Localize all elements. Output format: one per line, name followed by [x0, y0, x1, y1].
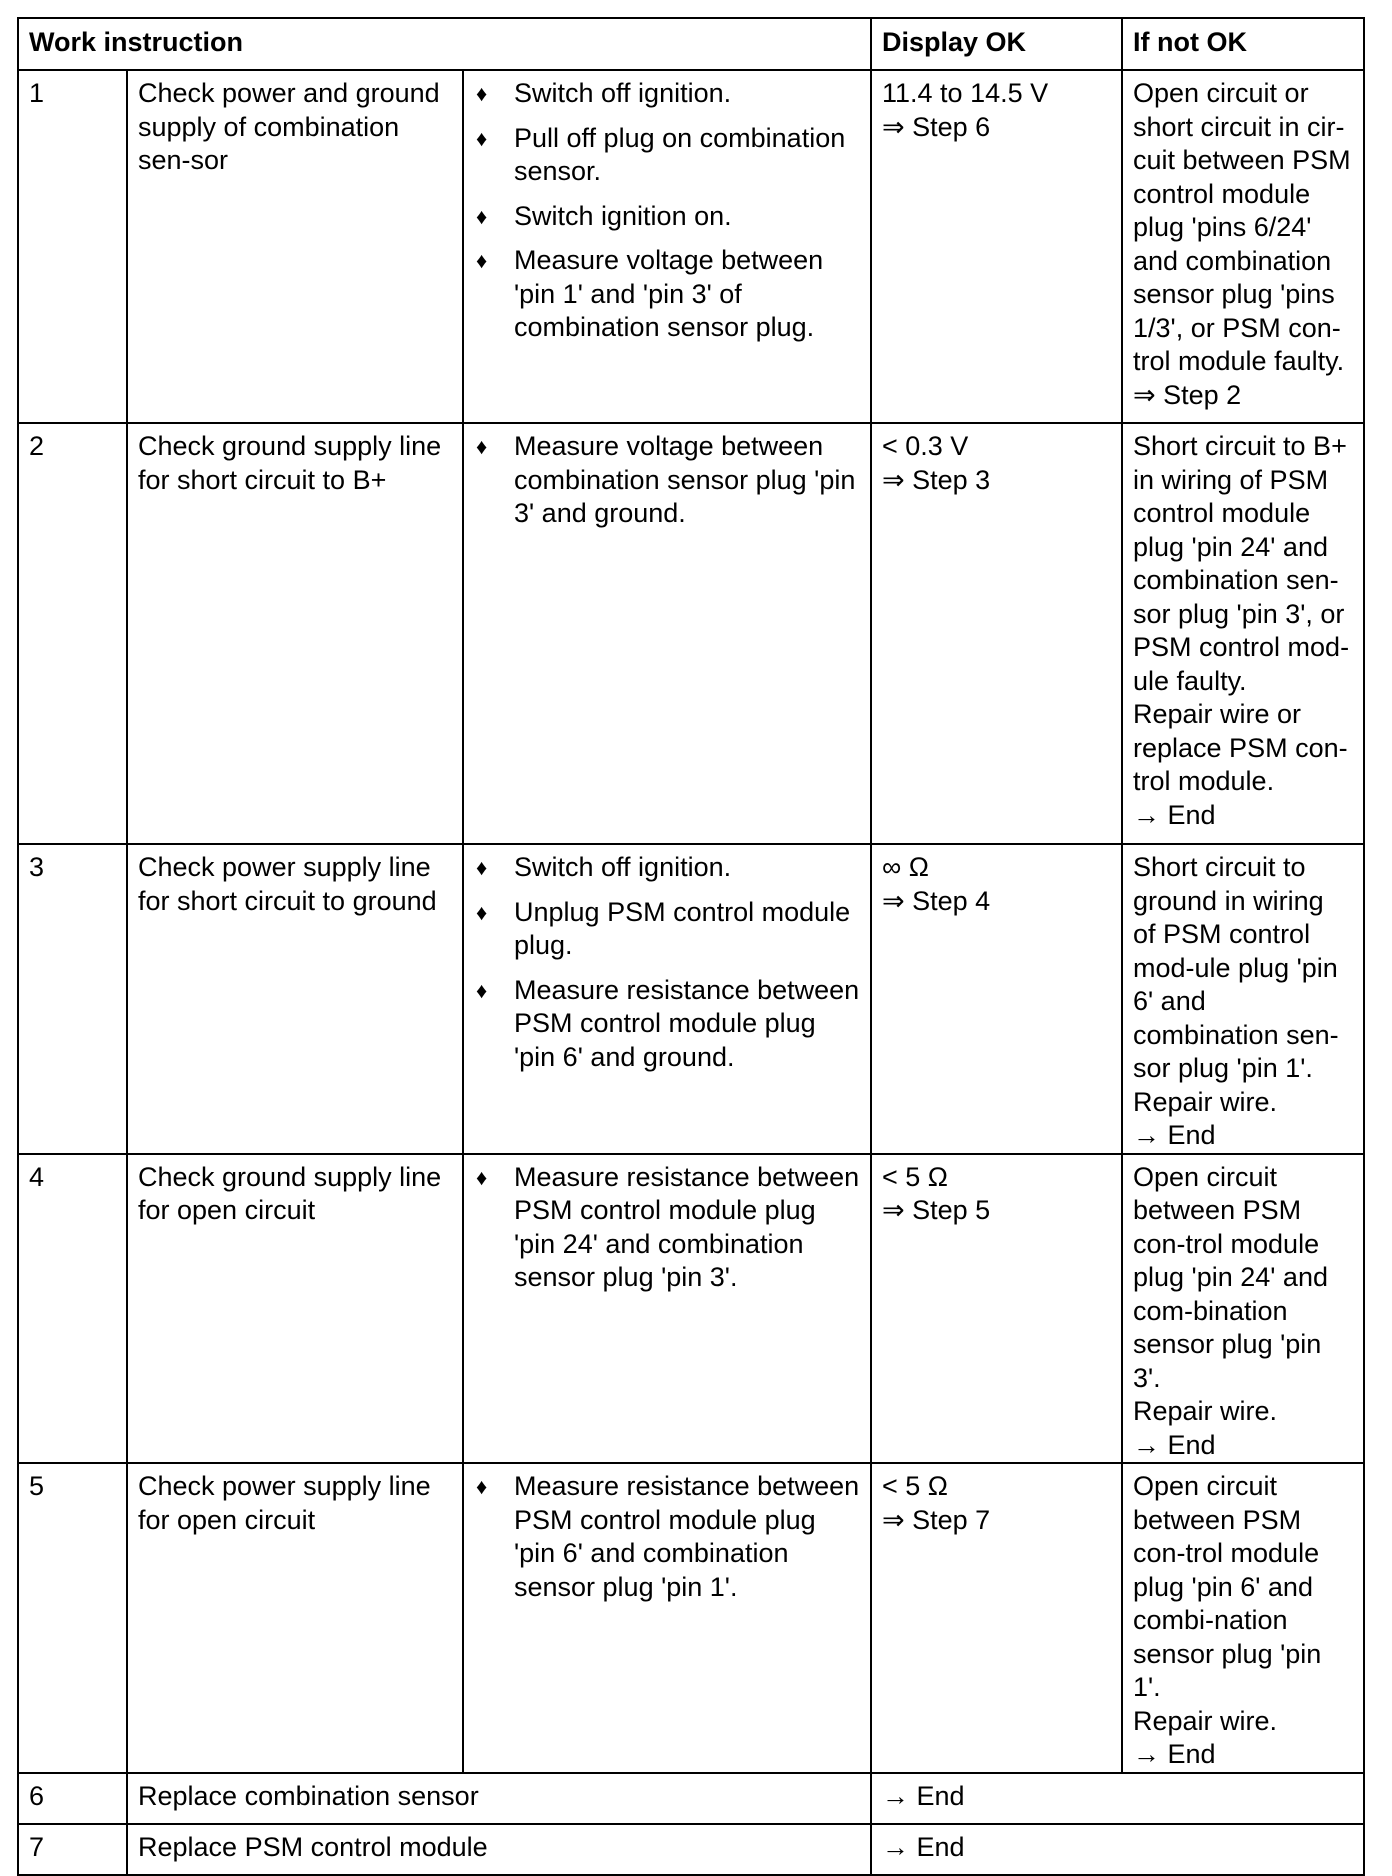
diamond-bullet-icon: ♦ — [476, 899, 488, 925]
table-row-step-2 — [18, 423, 1364, 844]
step-number: 7 — [18, 1824, 127, 1875]
fail-description: Open circuit between PSM con-trol module plug 'pin 6' and combi-nation sensor plug 'pin 1'. — [1133, 1471, 1322, 1702]
action-item — [474, 1161, 860, 1295]
step-actions — [463, 1463, 871, 1773]
fail-repair-instruction: Repair wire. — [1133, 1396, 1278, 1426]
table-row-step-3 — [18, 844, 1364, 1154]
display-ok-cell — [871, 423, 1122, 844]
fail-description: Short circuit to ground in wiring of PSM control mod-ule plug 'pin 6' and combination sen-sor plug 'pin 1'. — [1133, 852, 1339, 1083]
fail-description: Open circuit or short circuit in cir-cuit between PSM control module plug 'pins 6/24' and combination sensor plug 'pins 1/3', or PSM con-trol module faulty. — [1133, 78, 1351, 376]
ok-value: < 5 Ω — [882, 1161, 948, 1192]
ok-next-step: ⇒ Step 5 — [882, 1195, 991, 1225]
fail-next-step: ⇒ Step 2 — [1133, 379, 1242, 410]
step-result: → End — [871, 1773, 1364, 1824]
action-text: Unplug PSM control module plug. — [514, 896, 851, 960]
header-display-ok: Display OK — [871, 18, 1122, 70]
step-check: Check ground supply line for short circuit to B+ — [127, 423, 463, 844]
action-item — [474, 122, 860, 189]
display-ok-cell — [871, 70, 1122, 423]
fail-repair-instruction: Repair wire. — [1133, 1705, 1278, 1736]
action-text: Measure voltage between 'pin 1' and 'pin 3' of combination sensor plug. — [514, 245, 824, 342]
display-ok-cell — [871, 1463, 1122, 1773]
diamond-bullet-icon: ♦ — [476, 248, 488, 273]
step-instruction: Replace PSM control module — [127, 1824, 871, 1875]
table-row-step-7 — [18, 1824, 1364, 1875]
step-check: Check ground supply line for open circuit — [127, 1154, 463, 1464]
ok-next-step: ⇒ Step 6 — [882, 111, 991, 142]
ok-next-step: ⇒ Step 7 — [882, 1504, 991, 1535]
ok-value: 11.4 to 14.5 V — [882, 78, 1049, 108]
action-item — [474, 200, 860, 234]
step-number: 1 — [18, 70, 127, 423]
action-text: Pull off plug on combination sensor. — [514, 122, 846, 186]
step-actions — [463, 1154, 871, 1464]
action-text: Switch ignition on. — [514, 200, 732, 231]
step-result: → End — [871, 1824, 1364, 1875]
table-row-step-4 — [18, 1154, 1364, 1464]
if-not-ok-cell — [1122, 70, 1364, 423]
fail-repair-instruction: Repair wire. — [1133, 1086, 1278, 1117]
action-text: Switch off ignition. — [514, 78, 732, 108]
action-item — [474, 974, 860, 1075]
step-actions — [463, 70, 871, 423]
ok-value: < 0.3 V — [882, 431, 969, 461]
fail-next-step: → End — [1133, 1739, 1216, 1769]
action-item — [474, 77, 860, 111]
step-check: Check power supply line for short circuit to ground — [127, 844, 463, 1154]
table-row-step-5 — [18, 1463, 1364, 1773]
action-text: Measure voltage between combination sensor plug 'pin 3' and ground. — [514, 431, 856, 528]
if-not-ok-cell — [1122, 423, 1364, 844]
fail-description: Open circuit between PSM con-trol module plug 'pin 24' and com-bination sensor plug 'pin 3'. — [1133, 1161, 1328, 1393]
action-text: Measure resistance between PSM control module plug 'pin 6' and combination sensor plug 'pin 1'. — [514, 1471, 860, 1602]
display-ok-cell — [871, 844, 1122, 1154]
diamond-bullet-icon: ♦ — [476, 434, 488, 459]
display-ok-cell — [871, 1154, 1122, 1464]
table-row-step-1 — [18, 70, 1364, 423]
header-if-not-ok: If not OK — [1122, 18, 1364, 70]
ok-value: ∞ Ω — [882, 852, 929, 882]
step-number: 5 — [18, 1463, 127, 1773]
action-item — [474, 851, 860, 885]
step-actions — [463, 423, 871, 844]
diamond-bullet-icon: ♦ — [476, 1164, 488, 1190]
diamond-bullet-icon: ♦ — [476, 977, 488, 1003]
action-item — [474, 1470, 860, 1604]
step-number: 6 — [18, 1773, 127, 1824]
step-number: 2 — [18, 423, 127, 844]
table-header-row — [18, 18, 1364, 70]
step-number: 4 — [18, 1154, 127, 1464]
step-instruction: Replace combination sensor — [127, 1773, 871, 1824]
fail-next-step: → End — [1133, 799, 1216, 830]
ok-value: < 5 Ω — [882, 1471, 948, 1501]
fail-description: Short circuit to B+ in wiring of PSM control module plug 'pin 24' and combination sen-sor plug 'pin 3', or PSM control mod-ule faulty. — [1133, 431, 1350, 696]
step-number: 3 — [18, 844, 127, 1154]
diamond-bullet-icon: ♦ — [476, 1474, 488, 1499]
table-row-step-6 — [18, 1773, 1364, 1824]
fail-repair-instruction: Repair wire or replace PSM con-trol module. — [1133, 699, 1348, 796]
diamond-bullet-icon: ♦ — [476, 203, 488, 229]
diamond-bullet-icon: ♦ — [476, 81, 488, 106]
step-check: Check power and ground supply of combination sen-sor — [127, 70, 463, 423]
work-instruction-table — [17, 17, 1365, 1876]
action-text: Measure resistance between PSM control module plug 'pin 6' and ground. — [514, 974, 860, 1072]
if-not-ok-cell — [1122, 1463, 1364, 1773]
action-item — [474, 244, 860, 345]
diamond-bullet-icon: ♦ — [476, 125, 488, 151]
action-text: Measure resistance between PSM control module plug 'pin 24' and combination sensor plug 'pin 3'. — [514, 1161, 860, 1292]
ok-next-step: ⇒ Step 4 — [882, 885, 991, 916]
fail-next-step: → End — [1133, 1120, 1216, 1150]
diamond-bullet-icon: ♦ — [476, 855, 488, 880]
if-not-ok-cell — [1122, 844, 1364, 1154]
fail-next-step: → End — [1133, 1429, 1216, 1460]
step-check: Check power supply line for open circuit — [127, 1463, 463, 1773]
if-not-ok-cell — [1122, 1154, 1364, 1464]
action-item — [474, 430, 860, 531]
action-item — [474, 896, 860, 963]
ok-next-step: ⇒ Step 3 — [882, 464, 991, 495]
action-text: Switch off ignition. — [514, 852, 732, 882]
header-work-instruction: Work instruction — [18, 18, 871, 70]
step-actions — [463, 844, 871, 1154]
